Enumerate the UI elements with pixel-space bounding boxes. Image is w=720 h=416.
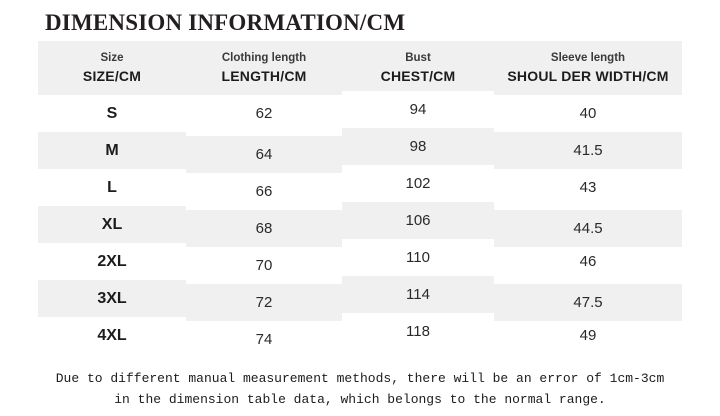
cell-shoulder: 46	[494, 243, 682, 280]
cell-shoulder: 44.5	[494, 210, 682, 247]
cell-shoulder: 47.5	[494, 284, 682, 321]
cell-chest: 106	[342, 202, 494, 239]
column-header-chest-sub: Bust	[405, 52, 431, 65]
cell-length: 72	[186, 284, 342, 321]
cell-chest: 118	[342, 313, 494, 350]
cell-size: S	[38, 95, 186, 132]
column-header-chest	[342, 41, 494, 95]
column-header-shoulder-main: SHOUL DER WIDTH/CM	[507, 67, 669, 84]
table-row	[38, 243, 682, 280]
page-title: DIMENSION INFORMATION/CM	[45, 10, 406, 35]
cell-shoulder: 40	[494, 95, 682, 132]
cell-length: 70	[186, 247, 342, 284]
column-header-chest-main: CHEST/CM	[380, 67, 456, 84]
cell-shoulder: 41.5	[494, 132, 682, 169]
cell-chest: 114	[342, 276, 494, 313]
measurement-note	[0, 368, 720, 410]
table-header	[38, 41, 682, 95]
table-row	[38, 206, 682, 243]
table-row	[38, 95, 682, 132]
column-header-length	[186, 41, 342, 95]
cell-chest: 102	[342, 165, 494, 202]
cell-size: XL	[38, 206, 186, 243]
cell-chest: 110	[342, 239, 494, 276]
cell-size: 4XL	[38, 317, 186, 354]
dimension-table	[38, 41, 682, 354]
cell-size: 3XL	[38, 280, 186, 317]
table-row	[38, 132, 682, 169]
cell-length: 68	[186, 210, 342, 247]
column-header-size-main: SIZE/CM	[82, 67, 142, 84]
column-header-shoulder	[494, 41, 682, 95]
cell-size: 2XL	[38, 243, 186, 280]
header-row	[38, 41, 682, 95]
cell-chest: 98	[342, 128, 494, 165]
column-header-size	[38, 41, 186, 95]
cell-length: 64	[186, 136, 342, 173]
cell-length: 62	[186, 95, 342, 132]
column-header-length-main: LENGTH/CM	[221, 67, 307, 84]
cell-shoulder: 43	[494, 169, 682, 206]
column-header-length-sub: Clothing length	[221, 52, 307, 65]
measurement-note-line-2: in the dimension table data, which belongs to the normal range.	[114, 392, 606, 407]
table-row	[38, 280, 682, 317]
dimension-table-wrapper	[38, 41, 682, 354]
cell-chest: 94	[342, 91, 494, 128]
table-row	[38, 317, 682, 354]
measurement-note-line-1: Due to different manual measurement methods, there will be an error of 1cm-3cm	[55, 371, 665, 386]
cell-length: 74	[186, 321, 342, 358]
column-header-shoulder-sub: Sleeve length	[550, 52, 626, 65]
cell-shoulder: 49	[494, 317, 682, 354]
cell-size: M	[38, 132, 186, 169]
table-body	[38, 95, 682, 354]
table-row	[38, 169, 682, 206]
cell-size: L	[38, 169, 186, 206]
column-header-size-sub: Size	[100, 52, 124, 65]
cell-length: 66	[186, 173, 342, 210]
